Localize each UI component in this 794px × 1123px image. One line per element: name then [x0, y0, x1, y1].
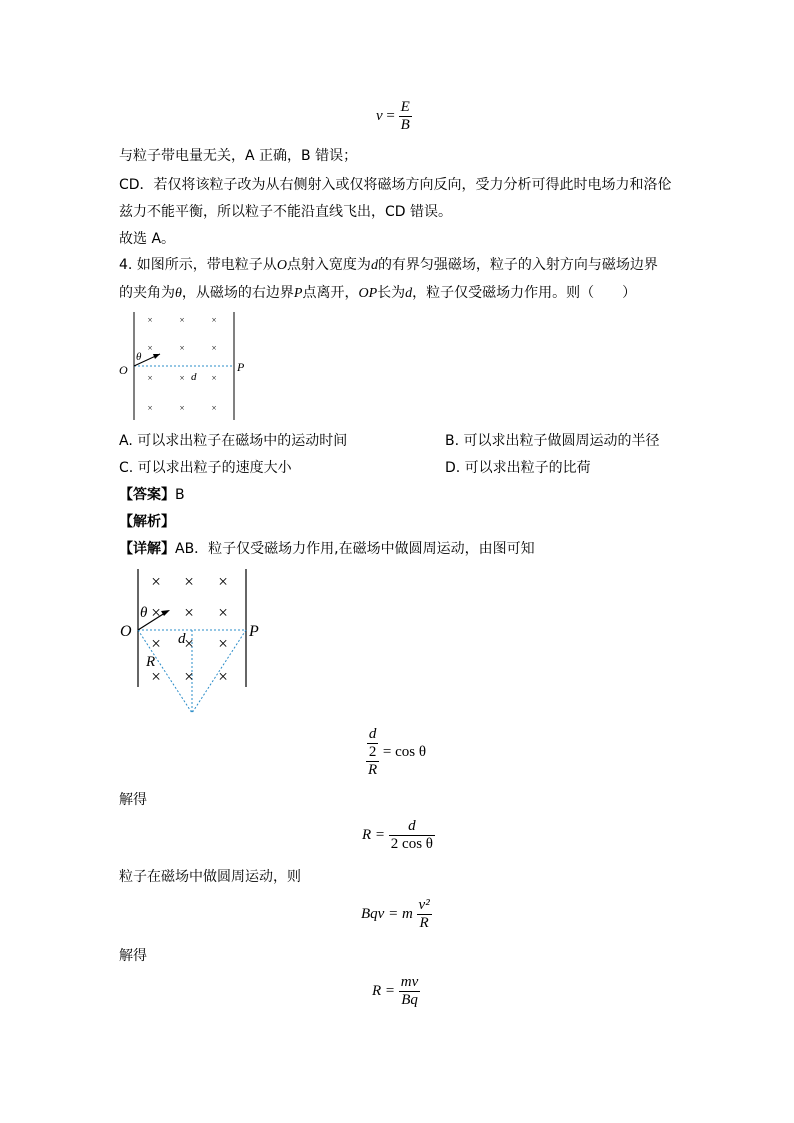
- q-part-d: 的夹角为: [119, 285, 175, 301]
- detail-tag: 【详解】: [119, 541, 175, 557]
- field-mark: ×: [184, 667, 194, 686]
- eq5-denominator: Bq: [399, 991, 421, 1009]
- field-mark: ×: [184, 634, 194, 653]
- text-line-circular-motion: 粒子在磁场中做圆周运动，则: [119, 869, 301, 885]
- option-b[interactable]: B. 可以求出粒子做圆周运动的半径: [445, 433, 660, 449]
- detail-line: [119, 539, 535, 559]
- angle-theta-label: θ: [140, 605, 148, 621]
- field-mark: ×: [151, 634, 161, 653]
- eq2-inner-fraction: [367, 726, 379, 761]
- eq5-fraction: [399, 974, 421, 1009]
- q-sym-O: O: [276, 258, 287, 273]
- eq1-lhs: v: [376, 107, 383, 124]
- q-part-g: 长为: [377, 285, 406, 301]
- eq2-inner-denominator: 2: [368, 744, 377, 760]
- field-mark: ×: [184, 603, 194, 622]
- field-mark: ×: [211, 343, 217, 353]
- option-d[interactable]: D. 可以求出粒子的比荷: [445, 460, 591, 476]
- eq5-lhs: R =: [372, 982, 396, 999]
- eq1-equals: =: [386, 107, 399, 124]
- radius-R-label: R: [146, 654, 156, 670]
- q-sym-d: d: [370, 258, 378, 273]
- analysis-tag: 【解析】: [119, 514, 175, 530]
- equation-cos-theta: [366, 726, 426, 779]
- q-sym-OP: OP: [358, 286, 378, 301]
- option-c[interactable]: C. 可以求出粒子的速度大小: [119, 460, 292, 476]
- eq5-numerator: mv: [400, 974, 419, 990]
- field-mark: ×: [147, 315, 153, 325]
- field-mark: ×: [218, 603, 228, 622]
- eq2-rhs: = cos θ: [382, 743, 427, 760]
- trajectory-diagram: [112, 565, 272, 717]
- answer-line: [119, 485, 185, 505]
- field-mark: ×: [218, 634, 228, 653]
- field-mark: ×: [147, 343, 153, 353]
- q-part-e: ，从磁场的右边界: [181, 285, 294, 301]
- field-mark: ×: [147, 403, 153, 413]
- field-mark: ×: [179, 315, 185, 325]
- point-P-label: P: [249, 623, 259, 640]
- question-4-line-1: [119, 255, 658, 276]
- q-part-a: 4. 如图所示，带电粒子从: [119, 257, 277, 273]
- eq3-numerator: d: [408, 818, 416, 834]
- eq2-denominator: R: [368, 762, 378, 778]
- field-mark: ×: [184, 572, 194, 591]
- width-d-label: d: [178, 631, 186, 647]
- equation-radius-cos: [362, 818, 435, 853]
- answer-value: B: [175, 487, 185, 503]
- field-mark: ×: [218, 667, 228, 686]
- eq2-inner-numerator: d: [368, 726, 377, 742]
- detail-text: AB．粒子仅受磁场力作用,在磁场中做圆周运动，由图可知: [175, 541, 535, 557]
- width-d-label: d: [191, 371, 197, 383]
- field-mark: ×: [218, 572, 228, 591]
- eq1-denominator: B: [400, 117, 410, 133]
- jiede-label-2: 解得: [119, 948, 147, 964]
- text-line-3: 兹力不能平衡，所以粒子不能沿直线飞出，CD 错误。: [119, 204, 453, 220]
- question-4-line-2: [119, 283, 636, 304]
- text-line-2: CD．若仅将该粒子改为从右侧射入或仅将磁场方向反向，受力分析可得此时电场力和洛伦: [119, 177, 672, 193]
- eq4-denominator: R: [417, 914, 432, 932]
- point-O-label: O: [120, 623, 132, 640]
- angle-theta-label: θ: [136, 351, 142, 363]
- eq3-denominator: 2 cos θ: [390, 836, 433, 852]
- text-line-1: 与粒子带电量无关，A 正确，B 错误；: [119, 148, 358, 164]
- equation-velocity: [376, 99, 412, 134]
- q-sym-P: P: [293, 286, 303, 301]
- magnetic-field-diagram: [112, 308, 252, 426]
- field-mark: ×: [179, 373, 185, 383]
- field-mark: ×: [147, 373, 153, 383]
- field-mark: ×: [179, 403, 185, 413]
- eq3-lhs: R =: [362, 826, 386, 843]
- field-mark: ×: [211, 315, 217, 325]
- answer-tag: 【答案】: [119, 487, 175, 503]
- eq4-lhs: Bqv = m: [361, 905, 413, 922]
- field-mark: ×: [211, 373, 217, 383]
- q-part-b: 点射入宽度为: [286, 257, 371, 273]
- eq3-fraction: [389, 818, 435, 853]
- q-sym-d-2: d: [405, 286, 413, 301]
- q-part-f: 点离开，: [302, 285, 359, 301]
- eq1-numerator: E: [400, 99, 410, 115]
- eq2-fraction: [366, 726, 379, 779]
- eq4-fraction: [417, 897, 432, 932]
- text-line-4: 故选 A。: [119, 231, 176, 247]
- eq1-fraction: [399, 99, 412, 134]
- option-a[interactable]: A. 可以求出粒子在磁场中的运动时间: [119, 433, 348, 449]
- eq4-numerator: v²: [418, 897, 430, 913]
- point-P-label: P: [237, 360, 245, 374]
- q-part-h: ，粒子仅受磁场力作用。则（ ）: [412, 285, 637, 301]
- field-mark: ×: [179, 343, 185, 353]
- field-mark: ×: [151, 667, 161, 686]
- jiede-label-1: 解得: [119, 792, 147, 808]
- q-part-c: 的有界匀强磁场，粒子的入射方向与磁场边界: [377, 257, 658, 273]
- point-O-label: O: [119, 363, 128, 377]
- field-mark: ×: [151, 572, 161, 591]
- equation-radius-mv-bq: [372, 974, 420, 1009]
- field-mark: ×: [211, 403, 217, 413]
- field-mark: ×: [151, 603, 161, 622]
- q-sym-theta: θ: [175, 286, 182, 301]
- equation-lorentz-force: [361, 897, 432, 932]
